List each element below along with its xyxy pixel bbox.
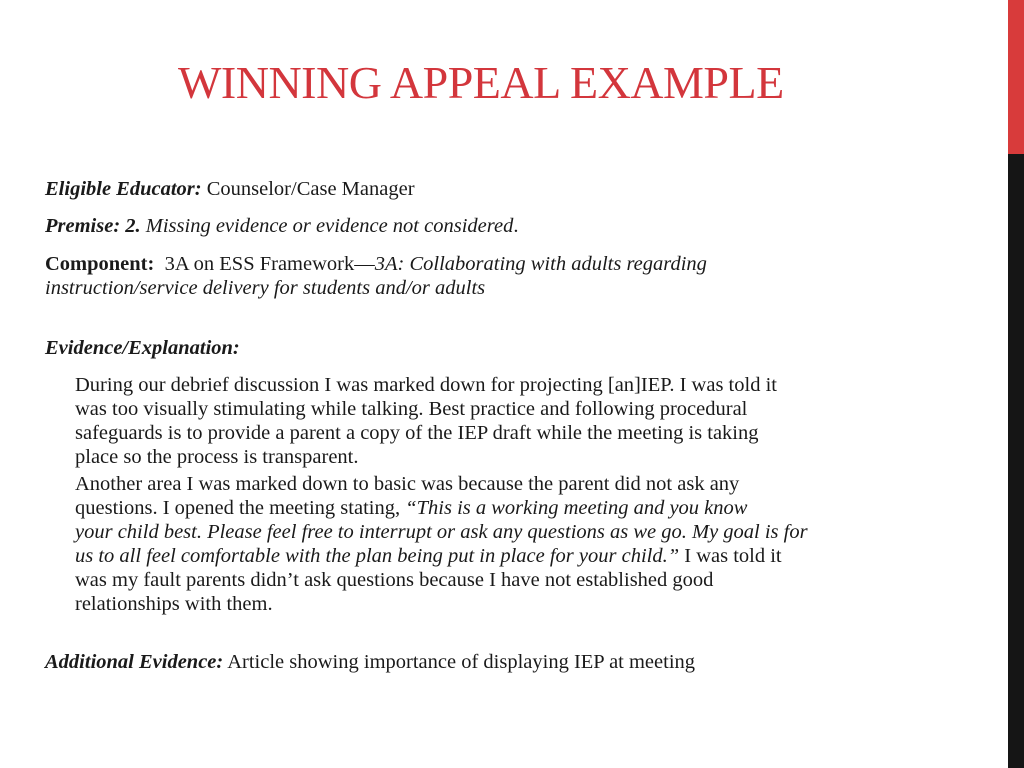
slide-title: WINNING APPEAL EXAMPLE [178,57,784,108]
evidence-p2-line: relationships with them. [75,593,273,615]
accent-bar-dark [1008,154,1024,768]
premise-suffix: . [513,215,519,237]
evidence-p2-line: Another area I was marked down to basic was because the parent did not ask any [75,473,740,495]
additional-value: Article showing importance of displaying IEP at meeting [227,651,696,673]
additional-evidence-line [45,650,695,674]
component-line [45,252,707,276]
accent-bar-red [1008,0,1024,154]
educator-line [45,177,415,201]
evidence-p2-plain: I was told it [679,545,782,567]
component-code: 3A: [374,253,405,275]
component-desc-line2: instruction/service delivery for students and/or adults [45,277,486,299]
evidence-label: Evidence/Explanation: [45,337,240,359]
component-desc-line1: Collaborating with adults regarding [409,253,707,275]
premise-line [45,214,518,238]
educator-value: Counselor/Case Manager [206,178,415,200]
premise-value: Missing evidence or evidence not considered [145,215,514,237]
evidence-p2-plain: questions. I opened the meeting stating, [75,497,406,519]
evidence-quote: “This is a working meeting and you know [405,497,748,519]
evidence-paragraph-2 [75,472,980,616]
evidence-quote: us to all feel comfortable with the plan being put in place for your child.” [75,545,680,567]
component-value: 3A on ESS Framework— [164,253,375,275]
evidence-p1-line: was too visually stimulating while talking. Best practice and following procedural [75,398,748,420]
evidence-p2-line [75,544,980,568]
additional-label: Additional Evidence: [45,651,224,673]
component-label: Component: [45,253,155,275]
evidence-p1-line: place so the process is transparent. [75,446,359,468]
educator-label: Eligible Educator: [45,178,202,200]
evidence-quote: your child best. Please feel free to interrupt or ask any questions as we go. My goal is for [75,521,808,543]
evidence-p2-line: was my fault parents didn’t ask questions because I have not established good [75,569,714,591]
evidence-paragraph-1 [75,373,980,469]
evidence-p1-line: safeguards is to provide a parent a copy of the IEP draft while the meeting is taking [75,422,759,444]
evidence-p2-line [75,496,980,520]
evidence-p1-line: During our debrief discussion I was marked down for projecting [an]IEP. I was told it [75,374,777,396]
premise-label: Premise: 2. [45,215,141,237]
